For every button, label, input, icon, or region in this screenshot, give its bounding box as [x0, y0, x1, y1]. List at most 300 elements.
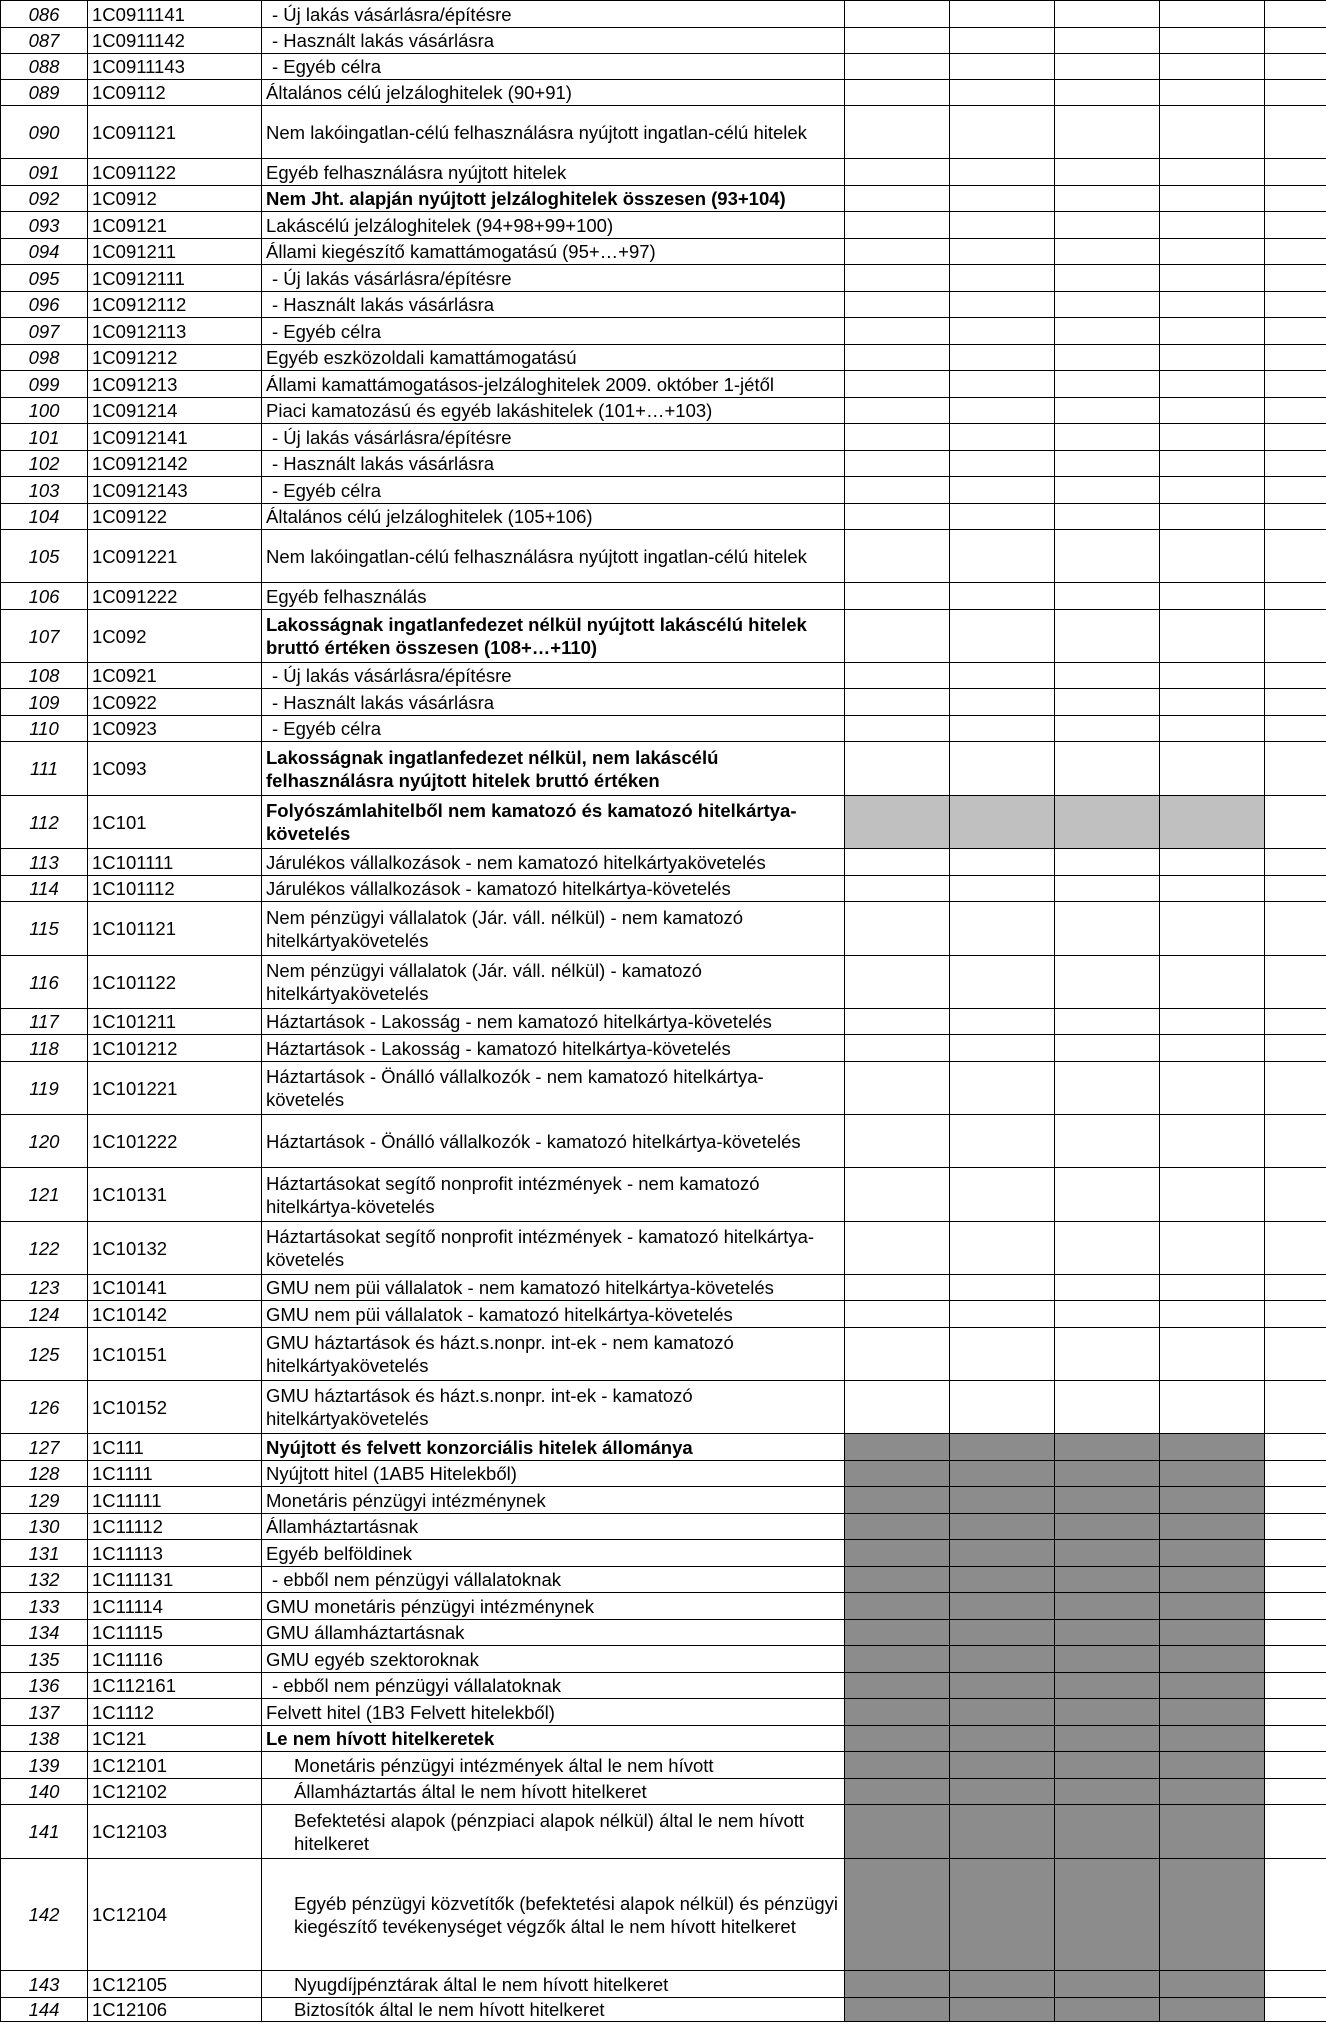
- value-cell-2[interactable]: [950, 1487, 1055, 1514]
- value-cell-4[interactable]: [1160, 849, 1265, 876]
- value-cell-4[interactable]: [1160, 1381, 1265, 1434]
- value-cell-2[interactable]: [950, 1328, 1055, 1381]
- value-cell-1[interactable]: [845, 1009, 950, 1035]
- value-cell-4[interactable]: [1160, 1222, 1265, 1275]
- value-cell-2[interactable]: [950, 398, 1055, 424]
- value-cell-5[interactable]: [1265, 716, 1326, 742]
- value-cell-5[interactable]: [1265, 1434, 1326, 1461]
- value-cell-2[interactable]: [950, 902, 1055, 956]
- value-cell-3[interactable]: [1055, 1726, 1160, 1752]
- value-cell-2[interactable]: [950, 663, 1055, 689]
- value-cell-5[interactable]: [1265, 1514, 1326, 1540]
- value-cell-1[interactable]: [845, 265, 950, 292]
- value-cell-3[interactable]: [1055, 1673, 1160, 1699]
- value-cell-1[interactable]: [845, 54, 950, 80]
- value-cell-4[interactable]: [1160, 1593, 1265, 1620]
- value-cell-4[interactable]: [1160, 583, 1265, 610]
- value-cell-5[interactable]: [1265, 796, 1326, 849]
- value-cell-4[interactable]: [1160, 1805, 1265, 1859]
- value-cell-3[interactable]: [1055, 1275, 1160, 1301]
- value-cell-2[interactable]: [950, 1514, 1055, 1540]
- value-cell-1[interactable]: [845, 1726, 950, 1752]
- value-cell-5[interactable]: [1265, 902, 1326, 956]
- value-cell-2[interactable]: [950, 849, 1055, 876]
- value-cell-1[interactable]: [845, 1805, 950, 1859]
- value-cell-2[interactable]: [950, 212, 1055, 239]
- value-cell-1[interactable]: [845, 1487, 950, 1514]
- value-cell-4[interactable]: [1160, 371, 1265, 398]
- value-cell-4[interactable]: [1160, 796, 1265, 849]
- value-cell-4[interactable]: [1160, 1998, 1265, 2022]
- value-cell-1[interactable]: [845, 663, 950, 689]
- value-cell-3[interactable]: [1055, 1779, 1160, 1805]
- value-cell-4[interactable]: [1160, 1620, 1265, 1646]
- value-cell-2[interactable]: [950, 1035, 1055, 1062]
- value-cell-3[interactable]: [1055, 1487, 1160, 1514]
- value-cell-4[interactable]: [1160, 1035, 1265, 1062]
- value-cell-2[interactable]: [950, 1434, 1055, 1461]
- value-cell-1[interactable]: [845, 1859, 950, 1971]
- value-cell-2[interactable]: [950, 1461, 1055, 1487]
- value-cell-3[interactable]: [1055, 1381, 1160, 1434]
- value-cell-3[interactable]: [1055, 1805, 1160, 1859]
- value-cell-2[interactable]: [950, 1726, 1055, 1752]
- value-cell-5[interactable]: [1265, 186, 1326, 212]
- value-cell-3[interactable]: [1055, 451, 1160, 477]
- value-cell-5[interactable]: [1265, 1035, 1326, 1062]
- value-cell-5[interactable]: [1265, 1971, 1326, 1998]
- value-cell-4[interactable]: [1160, 716, 1265, 742]
- value-cell-5[interactable]: [1265, 1646, 1326, 1673]
- value-cell-2[interactable]: [950, 1540, 1055, 1567]
- value-cell-4[interactable]: [1160, 902, 1265, 956]
- value-cell-2[interactable]: [950, 1381, 1055, 1434]
- value-cell-5[interactable]: [1265, 1620, 1326, 1646]
- value-cell-1[interactable]: [845, 1168, 950, 1222]
- value-cell-4[interactable]: [1160, 1168, 1265, 1222]
- value-cell-5[interactable]: [1265, 318, 1326, 345]
- value-cell-2[interactable]: [950, 371, 1055, 398]
- value-cell-5[interactable]: [1265, 477, 1326, 504]
- value-cell-2[interactable]: [950, 345, 1055, 371]
- value-cell-3[interactable]: [1055, 1035, 1160, 1062]
- value-cell-4[interactable]: [1160, 1, 1265, 28]
- value-cell-3[interactable]: [1055, 1301, 1160, 1328]
- value-cell-1[interactable]: [845, 583, 950, 610]
- value-cell-3[interactable]: [1055, 54, 1160, 80]
- value-cell-1[interactable]: [845, 1646, 950, 1673]
- value-cell-5[interactable]: [1265, 80, 1326, 106]
- value-cell-5[interactable]: [1265, 424, 1326, 451]
- value-cell-5[interactable]: [1265, 1567, 1326, 1593]
- value-cell-5[interactable]: [1265, 1009, 1326, 1035]
- value-cell-4[interactable]: [1160, 1301, 1265, 1328]
- value-cell-2[interactable]: [950, 504, 1055, 530]
- value-cell-4[interactable]: [1160, 1514, 1265, 1540]
- value-cell-4[interactable]: [1160, 1752, 1265, 1779]
- value-cell-5[interactable]: [1265, 371, 1326, 398]
- value-cell-1[interactable]: [845, 1699, 950, 1726]
- value-cell-2[interactable]: [950, 1646, 1055, 1673]
- value-cell-4[interactable]: [1160, 1779, 1265, 1805]
- value-cell-1[interactable]: [845, 28, 950, 54]
- table-row: [1, 956, 1326, 1009]
- value-cell-4[interactable]: [1160, 1540, 1265, 1567]
- value-cell-1[interactable]: [845, 530, 950, 583]
- value-cell-4[interactable]: [1160, 1487, 1265, 1514]
- value-cell-2[interactable]: [950, 80, 1055, 106]
- value-cell-3[interactable]: [1055, 318, 1160, 345]
- value-cell-1[interactable]: [845, 1620, 950, 1646]
- value-cell-3[interactable]: [1055, 80, 1160, 106]
- value-cell-2[interactable]: [950, 956, 1055, 1009]
- value-cell-4[interactable]: [1160, 1673, 1265, 1699]
- value-cell-3[interactable]: [1055, 849, 1160, 876]
- value-cell-3[interactable]: [1055, 28, 1160, 54]
- value-cell-3[interactable]: [1055, 902, 1160, 956]
- value-cell-3[interactable]: [1055, 956, 1160, 1009]
- value-cell-2[interactable]: [950, 796, 1055, 849]
- value-cell-3[interactable]: [1055, 1540, 1160, 1567]
- value-cell-4[interactable]: [1160, 1699, 1265, 1726]
- value-cell-3[interactable]: [1055, 186, 1160, 212]
- value-cell-5[interactable]: [1265, 849, 1326, 876]
- value-cell-1[interactable]: [845, 1567, 950, 1593]
- value-cell-1[interactable]: [845, 186, 950, 212]
- value-cell-5[interactable]: [1265, 212, 1326, 239]
- value-cell-3[interactable]: [1055, 530, 1160, 583]
- table-row: [1, 159, 1326, 186]
- value-cell-5[interactable]: [1265, 1275, 1326, 1301]
- value-cell-1[interactable]: [845, 1381, 950, 1434]
- value-cell-1[interactable]: [845, 371, 950, 398]
- value-cell-1[interactable]: [845, 80, 950, 106]
- value-cell-2[interactable]: [950, 1567, 1055, 1593]
- value-cell-4[interactable]: [1160, 1971, 1265, 1998]
- value-cell-3[interactable]: [1055, 398, 1160, 424]
- value-cell-3[interactable]: [1055, 1328, 1160, 1381]
- value-cell-5[interactable]: [1265, 106, 1326, 159]
- value-cell-2[interactable]: [950, 54, 1055, 80]
- value-cell-2[interactable]: [950, 159, 1055, 186]
- row-number: 115: [1, 902, 88, 956]
- value-cell-1[interactable]: [845, 451, 950, 477]
- value-cell-3[interactable]: [1055, 689, 1160, 716]
- value-cell-5[interactable]: [1265, 1593, 1326, 1620]
- value-cell-2[interactable]: [950, 1062, 1055, 1115]
- value-cell-4[interactable]: [1160, 159, 1265, 186]
- value-cell-2[interactable]: [950, 1859, 1055, 1971]
- value-cell-5[interactable]: [1265, 1752, 1326, 1779]
- value-cell-1[interactable]: [845, 1035, 950, 1062]
- value-cell-3[interactable]: [1055, 292, 1160, 318]
- value-cell-4[interactable]: [1160, 1726, 1265, 1752]
- value-cell-4[interactable]: [1160, 398, 1265, 424]
- value-cell-5[interactable]: [1265, 1381, 1326, 1434]
- value-cell-5[interactable]: [1265, 345, 1326, 371]
- value-cell-1[interactable]: [845, 1115, 950, 1168]
- value-cell-1[interactable]: [845, 1222, 950, 1275]
- value-cell-3[interactable]: [1055, 876, 1160, 902]
- value-cell-3[interactable]: [1055, 1998, 1160, 2022]
- value-cell-3[interactable]: [1055, 1461, 1160, 1487]
- value-cell-4[interactable]: [1160, 265, 1265, 292]
- value-cell-5[interactable]: [1265, 876, 1326, 902]
- value-cell-1[interactable]: [845, 716, 950, 742]
- value-cell-4[interactable]: [1160, 504, 1265, 530]
- value-cell-1[interactable]: [845, 849, 950, 876]
- value-cell-4[interactable]: [1160, 1434, 1265, 1461]
- value-cell-1[interactable]: [845, 1301, 950, 1328]
- value-cell-2[interactable]: [950, 186, 1055, 212]
- value-cell-4[interactable]: [1160, 54, 1265, 80]
- value-cell-5[interactable]: [1265, 1540, 1326, 1567]
- value-cell-4[interactable]: [1160, 451, 1265, 477]
- value-cell-2[interactable]: [950, 28, 1055, 54]
- value-cell-3[interactable]: [1055, 1593, 1160, 1620]
- value-cell-1[interactable]: [845, 1673, 950, 1699]
- value-cell-4[interactable]: [1160, 956, 1265, 1009]
- value-cell-4[interactable]: [1160, 292, 1265, 318]
- value-cell-2[interactable]: [950, 1115, 1055, 1168]
- value-cell-2[interactable]: [950, 689, 1055, 716]
- value-cell-4[interactable]: [1160, 1646, 1265, 1673]
- value-cell-5[interactable]: [1265, 54, 1326, 80]
- value-cell-4[interactable]: [1160, 1859, 1265, 1971]
- value-cell-3[interactable]: [1055, 1971, 1160, 1998]
- value-cell-4[interactable]: [1160, 345, 1265, 371]
- value-cell-4[interactable]: [1160, 28, 1265, 54]
- value-cell-4[interactable]: [1160, 1009, 1265, 1035]
- value-cell-3[interactable]: [1055, 504, 1160, 530]
- value-cell-2[interactable]: [950, 424, 1055, 451]
- value-cell-1[interactable]: [845, 1752, 950, 1779]
- value-cell-5[interactable]: [1265, 1699, 1326, 1726]
- value-cell-2[interactable]: [950, 1971, 1055, 1998]
- value-cell-3[interactable]: [1055, 265, 1160, 292]
- value-cell-3[interactable]: [1055, 477, 1160, 504]
- value-cell-3[interactable]: [1055, 716, 1160, 742]
- value-cell-1[interactable]: [845, 1779, 950, 1805]
- value-cell-1[interactable]: [845, 106, 950, 159]
- value-cell-1[interactable]: [845, 318, 950, 345]
- value-cell-2[interactable]: [950, 1998, 1055, 2022]
- value-cell-2[interactable]: [950, 477, 1055, 504]
- value-cell-5[interactable]: [1265, 689, 1326, 716]
- value-cell-2[interactable]: [950, 1009, 1055, 1035]
- value-cell-1[interactable]: [845, 956, 950, 1009]
- value-cell-4[interactable]: [1160, 610, 1265, 663]
- value-cell-3[interactable]: [1055, 663, 1160, 689]
- value-cell-5[interactable]: [1265, 1487, 1326, 1514]
- value-cell-2[interactable]: [950, 1779, 1055, 1805]
- value-cell-2[interactable]: [950, 1752, 1055, 1779]
- value-cell-3[interactable]: [1055, 371, 1160, 398]
- value-cell-5[interactable]: [1265, 1115, 1326, 1168]
- value-cell-1[interactable]: [845, 1328, 950, 1381]
- value-cell-5[interactable]: [1265, 742, 1326, 796]
- value-cell-1[interactable]: [845, 398, 950, 424]
- value-cell-3[interactable]: [1055, 1168, 1160, 1222]
- value-cell-5[interactable]: [1265, 398, 1326, 424]
- value-cell-4[interactable]: [1160, 1567, 1265, 1593]
- value-cell-1[interactable]: [845, 424, 950, 451]
- value-cell-5[interactable]: [1265, 1222, 1326, 1275]
- value-cell-5[interactable]: [1265, 1, 1326, 28]
- value-cell-4[interactable]: [1160, 1115, 1265, 1168]
- value-cell-5[interactable]: [1265, 265, 1326, 292]
- value-cell-4[interactable]: [1160, 663, 1265, 689]
- value-cell-2[interactable]: [950, 1805, 1055, 1859]
- value-cell-2[interactable]: [950, 583, 1055, 610]
- value-cell-2[interactable]: [950, 1, 1055, 28]
- value-cell-4[interactable]: [1160, 477, 1265, 504]
- value-cell-4[interactable]: [1160, 1461, 1265, 1487]
- value-cell-5[interactable]: [1265, 1726, 1326, 1752]
- value-cell-4[interactable]: [1160, 239, 1265, 265]
- value-cell-1[interactable]: [845, 902, 950, 956]
- value-cell-4[interactable]: [1160, 689, 1265, 716]
- value-cell-1[interactable]: [845, 1461, 950, 1487]
- value-cell-3[interactable]: [1055, 106, 1160, 159]
- value-cell-3[interactable]: [1055, 1859, 1160, 1971]
- value-cell-1[interactable]: [845, 1540, 950, 1567]
- value-cell-5[interactable]: [1265, 1859, 1326, 1971]
- value-cell-5[interactable]: [1265, 1062, 1326, 1115]
- value-cell-5[interactable]: [1265, 1779, 1326, 1805]
- value-cell-2[interactable]: [950, 1620, 1055, 1646]
- value-cell-1[interactable]: [845, 796, 950, 849]
- value-cell-4[interactable]: [1160, 1328, 1265, 1381]
- value-cell-2[interactable]: [950, 239, 1055, 265]
- value-cell-1[interactable]: [845, 876, 950, 902]
- value-cell-2[interactable]: [950, 610, 1055, 663]
- row-code: 1C11115: [88, 1620, 262, 1646]
- value-cell-3[interactable]: [1055, 1699, 1160, 1726]
- value-cell-3[interactable]: [1055, 159, 1160, 186]
- value-cell-2[interactable]: [950, 876, 1055, 902]
- value-cell-3[interactable]: [1055, 212, 1160, 239]
- value-cell-2[interactable]: [950, 742, 1055, 796]
- value-cell-3[interactable]: [1055, 1514, 1160, 1540]
- value-cell-3[interactable]: [1055, 424, 1160, 451]
- value-cell-5[interactable]: [1265, 504, 1326, 530]
- value-cell-5[interactable]: [1265, 583, 1326, 610]
- value-cell-3[interactable]: [1055, 1567, 1160, 1593]
- value-cell-4[interactable]: [1160, 106, 1265, 159]
- value-cell-1[interactable]: [845, 689, 950, 716]
- value-cell-3[interactable]: [1055, 1115, 1160, 1168]
- value-cell-3[interactable]: [1055, 1646, 1160, 1673]
- value-cell-4[interactable]: [1160, 318, 1265, 345]
- value-cell-4[interactable]: [1160, 424, 1265, 451]
- value-cell-2[interactable]: [950, 1222, 1055, 1275]
- value-cell-1[interactable]: [845, 292, 950, 318]
- value-cell-2[interactable]: [950, 451, 1055, 477]
- value-cell-5[interactable]: [1265, 1673, 1326, 1699]
- value-cell-4[interactable]: [1160, 876, 1265, 902]
- value-cell-5[interactable]: [1265, 1805, 1326, 1859]
- value-cell-5[interactable]: [1265, 663, 1326, 689]
- value-cell-1[interactable]: [845, 212, 950, 239]
- value-cell-2[interactable]: [950, 1168, 1055, 1222]
- value-cell-3[interactable]: [1055, 239, 1160, 265]
- value-cell-3[interactable]: [1055, 1, 1160, 28]
- value-cell-5[interactable]: [1265, 956, 1326, 1009]
- value-cell-1[interactable]: [845, 239, 950, 265]
- value-cell-5[interactable]: [1265, 159, 1326, 186]
- value-cell-2[interactable]: [950, 106, 1055, 159]
- value-cell-1[interactable]: [845, 477, 950, 504]
- value-cell-1[interactable]: [845, 1971, 950, 1998]
- value-cell-3[interactable]: [1055, 583, 1160, 610]
- value-cell-5[interactable]: [1265, 1301, 1326, 1328]
- value-cell-4[interactable]: [1160, 80, 1265, 106]
- value-cell-1[interactable]: [845, 1434, 950, 1461]
- value-cell-4[interactable]: [1160, 212, 1265, 239]
- value-cell-3[interactable]: [1055, 1222, 1160, 1275]
- value-cell-5[interactable]: [1265, 1998, 1326, 2022]
- value-cell-1[interactable]: [845, 1998, 950, 2022]
- value-cell-1[interactable]: [845, 1, 950, 28]
- value-cell-5[interactable]: [1265, 451, 1326, 477]
- value-cell-5[interactable]: [1265, 292, 1326, 318]
- value-cell-1[interactable]: [845, 742, 950, 796]
- value-cell-2[interactable]: [950, 265, 1055, 292]
- value-cell-5[interactable]: [1265, 1168, 1326, 1222]
- value-cell-5[interactable]: [1265, 1328, 1326, 1381]
- value-cell-3[interactable]: [1055, 1752, 1160, 1779]
- value-cell-5[interactable]: [1265, 239, 1326, 265]
- value-cell-3[interactable]: [1055, 796, 1160, 849]
- row-description: Egyéb felhasználás: [262, 583, 845, 610]
- value-cell-2[interactable]: [950, 1275, 1055, 1301]
- value-cell-3[interactable]: [1055, 1062, 1160, 1115]
- value-cell-5[interactable]: [1265, 28, 1326, 54]
- value-cell-2[interactable]: [950, 1301, 1055, 1328]
- value-cell-1[interactable]: [845, 1062, 950, 1115]
- value-cell-1[interactable]: [845, 1275, 950, 1301]
- value-cell-3[interactable]: [1055, 742, 1160, 796]
- value-cell-4[interactable]: [1160, 742, 1265, 796]
- value-cell-2[interactable]: [950, 1673, 1055, 1699]
- value-cell-2[interactable]: [950, 1593, 1055, 1620]
- value-cell-4[interactable]: [1160, 530, 1265, 583]
- value-cell-3[interactable]: [1055, 1009, 1160, 1035]
- value-cell-4[interactable]: [1160, 186, 1265, 212]
- value-cell-2[interactable]: [950, 292, 1055, 318]
- value-cell-4[interactable]: [1160, 1275, 1265, 1301]
- value-cell-3[interactable]: [1055, 1620, 1160, 1646]
- value-cell-2[interactable]: [950, 716, 1055, 742]
- value-cell-5[interactable]: [1265, 610, 1326, 663]
- value-cell-5[interactable]: [1265, 1461, 1326, 1487]
- value-cell-3[interactable]: [1055, 345, 1160, 371]
- value-cell-3[interactable]: [1055, 1434, 1160, 1461]
- value-cell-5[interactable]: [1265, 530, 1326, 583]
- value-cell-1[interactable]: [845, 345, 950, 371]
- value-cell-2[interactable]: [950, 318, 1055, 345]
- value-cell-1[interactable]: [845, 159, 950, 186]
- value-cell-3[interactable]: [1055, 610, 1160, 663]
- value-cell-1[interactable]: [845, 504, 950, 530]
- value-cell-1[interactable]: [845, 1514, 950, 1540]
- value-cell-2[interactable]: [950, 1699, 1055, 1726]
- value-cell-1[interactable]: [845, 610, 950, 663]
- value-cell-1[interactable]: [845, 1593, 950, 1620]
- value-cell-4[interactable]: [1160, 1062, 1265, 1115]
- value-cell-2[interactable]: [950, 530, 1055, 583]
